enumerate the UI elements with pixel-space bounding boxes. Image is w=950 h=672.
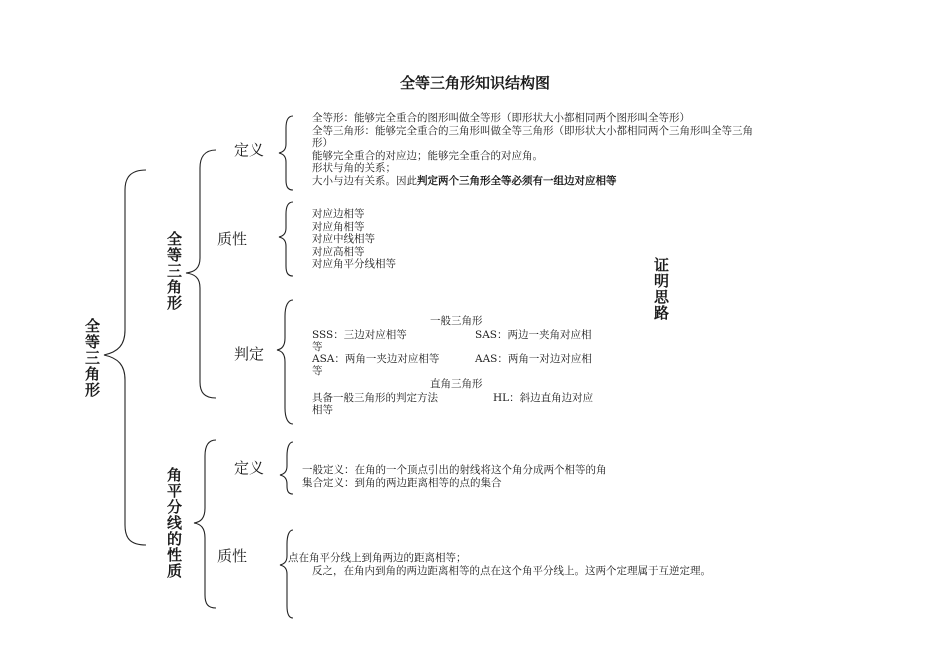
property-label: 质性 — [217, 230, 248, 248]
definition-brace — [279, 116, 293, 190]
congruent-brace — [186, 150, 216, 398]
congruent-triangle-label: 全等三角形 — [165, 231, 183, 311]
root-label: 全等三角形 — [83, 318, 101, 398]
bisector-definition-text — [302, 464, 607, 489]
property-item: 对应高相等 — [312, 245, 365, 258]
page-title: 全等三角形知识结构图 — [399, 74, 550, 92]
sss-rule: SSS：三边对应相等 — [312, 329, 407, 341]
aas-rule: AAS：两角一对边对应相 — [475, 353, 592, 365]
bisector-definition-brace — [280, 442, 293, 494]
definition-line: 能够完全重合的对应边；能够完全重合的对应角。 — [312, 149, 543, 162]
property-brace — [279, 202, 293, 276]
property-item: 对应边相等 — [312, 208, 365, 220]
asa-rule: ASA：两角一夹边对应相等 — [312, 353, 440, 365]
bisector-definition-label: 定义 — [234, 459, 265, 477]
hl-rule: HL：斜边直角边对应 — [493, 392, 594, 404]
definition-line: 全等三角形：能够完全重合的三角形叫做全等三角形（即形状大小都相同两个三角形叫全等三角 — [312, 124, 753, 137]
bisector-general-definition: 一般定义：在角的一个顶点引出的射线将这个角分成两个相等的角 — [302, 464, 607, 476]
property-item: 对应角平分线相等 — [312, 258, 396, 270]
definition-line-prefix: 大小与边有关系。因此 — [312, 174, 417, 187]
bisector-set-definition: 集合定义：到角的两边距离相等的点的集合 — [302, 476, 502, 489]
root-brace — [104, 170, 146, 545]
bisector-property-line2: 反之，在角内到角的两边距离相等的点在这个角平分线上。这两个定理属于互逆定理。 — [312, 565, 711, 577]
congruent-definition-text — [312, 112, 753, 187]
congruent-property-list — [312, 208, 396, 271]
hl-rule-wrap: 相等 — [312, 404, 333, 416]
bisector-property-brace — [280, 530, 293, 618]
definition-label: 定义 — [234, 141, 265, 159]
bisector-brace — [194, 440, 216, 608]
right-triangle-general-rule: 具备一般三角形的判定方法 — [312, 392, 438, 404]
definition-line: 全等形：能够完全重合的图形叫做全等形（即形状大小都相同两个图形叫全等形） — [312, 112, 690, 124]
definition-key-statement: 判定两个三角形全等必须有一组边对应相等 — [417, 174, 617, 187]
bisector-property-label: 质性 — [217, 547, 248, 565]
property-item: 对应角相等 — [312, 220, 365, 233]
judgement-brace — [277, 300, 293, 424]
asa-rule-wrap: 等 — [312, 365, 323, 377]
definition-line — [312, 175, 753, 188]
definition-line: 形状与角的关系； — [312, 162, 396, 174]
angle-bisector-label: 角平分线的性质 — [165, 467, 183, 579]
definition-line: 形） — [312, 137, 333, 149]
proof-idea-note: 证明思路 — [652, 257, 670, 321]
bisector-property-line1: 点在角平分线上到角两边的距离相等； — [288, 552, 467, 564]
right-triangle-title: 直角三角形 — [430, 378, 483, 390]
judgement-label: 判定 — [234, 345, 265, 363]
property-item: 对应中线相等 — [312, 233, 375, 245]
sas-rule: SAS：两边一夹角对应相 — [475, 329, 592, 341]
sas-rule-wrap: 等 — [312, 341, 323, 353]
general-triangle-title: 一般三角形 — [430, 315, 483, 327]
